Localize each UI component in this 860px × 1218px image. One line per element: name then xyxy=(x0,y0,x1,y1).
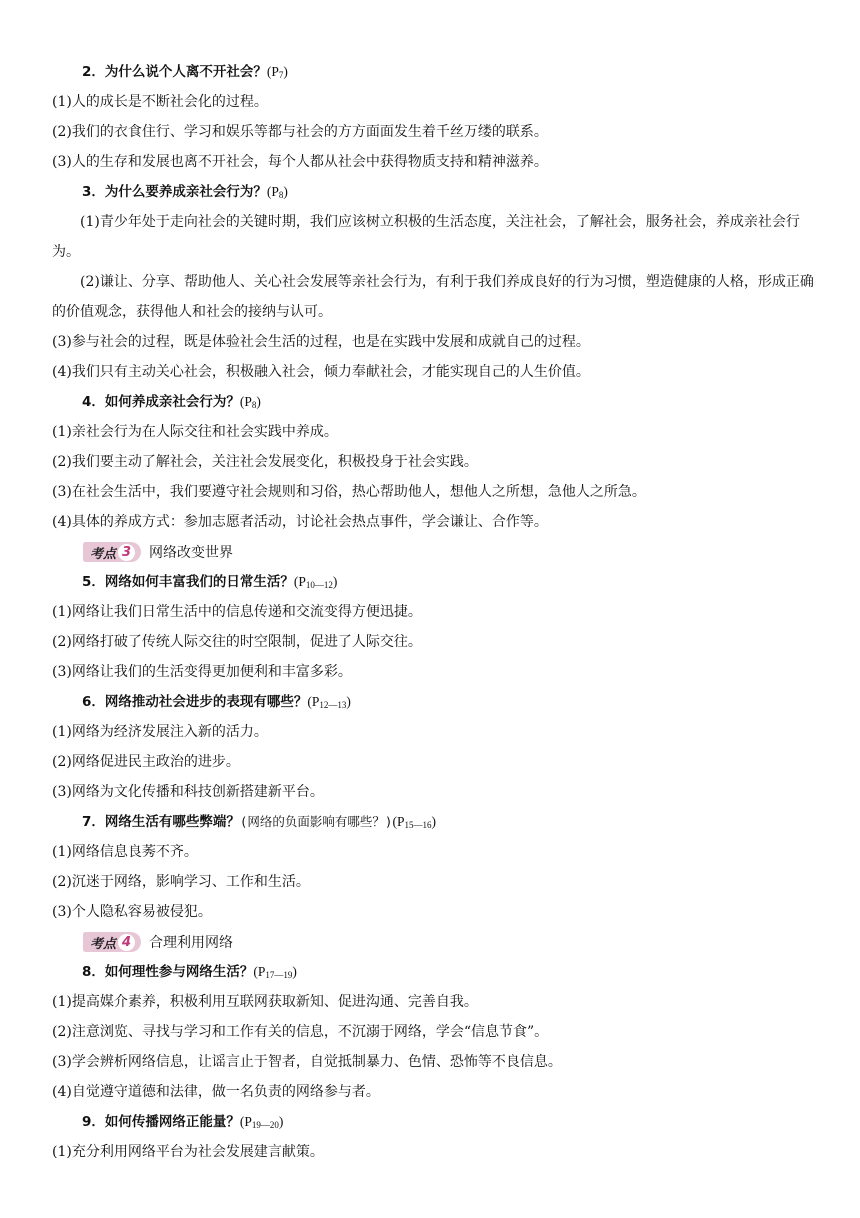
answer-line: (4)我们只有主动关心社会，积极融入社会，倾力奉献社会，才能实现自己的人生价值。 xyxy=(52,364,590,380)
exam-point-title: 网络改变世界 xyxy=(149,545,234,561)
answer-line: (3)人的生存和发展也离不开社会，每个人都从社会中获得物质支持和精神滋养。 xyxy=(52,154,548,170)
question-text: 2．为什么说个人离不开社会？ xyxy=(82,64,267,80)
answer-paragraph: (1)青少年处于走向社会的关键时期，我们应该树立积极的生活态度，关注社会，了解社会，服务社会，养成亲社会行为。 xyxy=(52,214,800,260)
answer-line: (3)网络让我们的生活变得更加便利和丰富多彩。 xyxy=(52,664,352,680)
answer-line: (3)学会辨析网络信息，让谣言止于智者，自觉抵制暴力、色情、恐怖等不良信息。 xyxy=(52,1054,562,1070)
exam-point-header xyxy=(52,927,824,957)
page-reference: $(P_8)$ xyxy=(266,184,288,200)
page-reference: $(P_7)$ xyxy=(266,64,288,80)
question-text: 5．网络如何丰富我们的日常生活？ xyxy=(82,574,294,590)
exam-point-badge xyxy=(83,542,141,562)
exam-point-header xyxy=(52,537,824,567)
page-reference: $(P_{10—12})$ xyxy=(293,574,338,590)
answer-line: (1)网络让我们日常生活中的信息传递和交流变得方便迅捷。 xyxy=(52,604,422,620)
page-reference: $(P_{12—13})$ xyxy=(307,694,351,710)
page-reference: $(P_{19—20})$ xyxy=(239,1114,284,1130)
answer-line: (2)沉迷于网络，影响学习、工作和生活。 xyxy=(52,874,310,890)
answer-line: (1)提高媒介素养，积极利用互联网获取新知、促进沟通、完善自我。 xyxy=(52,994,478,1010)
exam-point-number: 3 xyxy=(118,544,135,561)
question-heading xyxy=(52,177,824,207)
question-heading xyxy=(52,567,824,597)
answer-line: (3)在社会生活中，我们要遵守社会规则和习俗，热心帮助他人，想他人之所想，急他人之所急。 xyxy=(52,484,646,500)
answer-line: (1)人的成长是不断社会化的过程。 xyxy=(52,94,268,110)
question-heading xyxy=(52,1107,824,1137)
answer-line: (1)网络为经济发展注入新的活力。 xyxy=(52,724,268,740)
question-text: 6．网络推动社会进步的表现有哪些？ xyxy=(82,694,308,710)
exam-point-badge xyxy=(83,932,141,952)
answer-line: (3)个人隐私容易被侵犯。 xyxy=(52,904,212,920)
answer-line: (1)网络信息良莠不齐。 xyxy=(52,844,198,860)
question-text: 7．网络生活有哪些弊端？ xyxy=(82,814,240,830)
answer-line: (4)具体的养成方式：参加志愿者活动，讨论社会热点事件，学会谦让、合作等。 xyxy=(52,514,548,530)
page-reference: $(P_{15—16})$ xyxy=(392,814,436,830)
exam-point-label: 考点 xyxy=(90,546,117,562)
exam-point-number: 4 xyxy=(118,934,135,951)
answer-line: (2)注意浏览、寻找与学习和工作有关的信息，不沉溺于网络，学会“信息节食”。 xyxy=(52,1024,549,1040)
answer-line: (2)网络打破了传统人际交往的时空限制，促进了人际交往。 xyxy=(52,634,422,650)
question-heading xyxy=(52,807,824,837)
question-heading xyxy=(52,687,824,717)
question-note: (网络的负面影响有哪些？) xyxy=(239,814,393,829)
question-text: 8．如何理性参与网络生活？ xyxy=(82,964,254,980)
question-text: 3．为什么要养成亲社会行为？ xyxy=(82,184,267,200)
answer-line: (1)亲社会行为在人际交往和社会实践中养成。 xyxy=(52,424,338,440)
question-text: 9．如何传播网络正能量？ xyxy=(82,1114,240,1130)
exam-point-title: 合理利用网络 xyxy=(149,935,234,951)
answer-line: (3)参与社会的过程，既是体验社会生活的过程，也是在实践中发展和成就自己的过程。 xyxy=(52,334,590,350)
answer-line: (4)自觉遵守道德和法律，做一名负责的网络参与者。 xyxy=(52,1084,380,1100)
page-reference: $(P_{17—19})$ xyxy=(253,964,297,980)
answer-line: (2)我们的衣食住行、学习和娱乐等都与社会的方方面面发生着千丝万缕的联系。 xyxy=(52,124,548,140)
answer-line: (3)网络为文化传播和科技创新搭建新平台。 xyxy=(52,784,324,800)
question-heading xyxy=(52,57,824,87)
answer-line: (2)网络促进民主政治的进步。 xyxy=(52,754,240,770)
question-heading xyxy=(52,957,824,987)
answer-paragraph: (2)谦让、分享、帮助他人、关心社会发展等亲社会行为，有利于我们养成良好的行为习惯，塑造健康的人格，形成正确的价值观念，获得他人和社会的接纳与认可。 xyxy=(52,274,814,320)
question-heading xyxy=(52,387,824,417)
answer-line: (1)充分利用网络平台为社会发展建言献策。 xyxy=(52,1144,324,1160)
page-reference: $(P_8)$ xyxy=(239,394,261,410)
exam-point-label: 考点 xyxy=(90,936,117,952)
answer-line: (2)我们要主动了解社会，关注社会发展变化，积极投身于社会实践。 xyxy=(52,454,478,470)
question-text: 4．如何养成亲社会行为？ xyxy=(82,394,240,410)
document-body xyxy=(52,57,824,1167)
